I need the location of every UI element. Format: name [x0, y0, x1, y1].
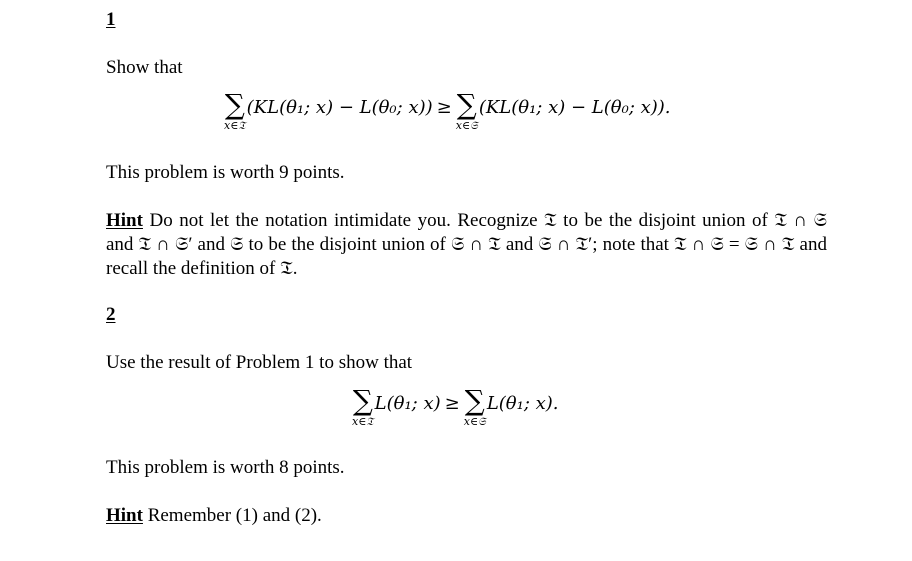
sum-2-expression: L(θ₁; x). [486, 393, 559, 414]
problem-2-hint [106, 505, 322, 527]
problem-1-points: This problem is worth 9 points. [106, 162, 345, 183]
sum-2-subscript: x∈𝔖 [463, 415, 486, 428]
sum-2-subscript: x∈𝔖 [455, 119, 478, 132]
problem-1-equation [224, 88, 671, 132]
problem-2-intro: Use the result of Problem 1 to show that [106, 352, 413, 373]
sigma-symbol: ∑ [352, 384, 373, 417]
sum-1 [224, 88, 246, 132]
sigma-symbol: ∑ [464, 384, 485, 417]
hint-label: Hint [106, 210, 143, 231]
problem-2-number: 2 [106, 304, 116, 325]
problem-2-points: This problem is worth 8 points. [106, 457, 345, 478]
sum-1 [352, 384, 374, 428]
problem-2-equation [352, 384, 559, 428]
sigma-symbol: ∑ [224, 88, 245, 121]
hint-label: Hint [106, 505, 143, 526]
relation-symbol: ≥ [444, 393, 460, 414]
hint-text: Remember (1) and (2). [147, 505, 322, 526]
sum-1-expression: (KL(θ₁; x) − L(θ₀; x)) [246, 97, 433, 118]
problem-1-intro: Show that [106, 57, 183, 78]
relation-symbol: ≥ [436, 97, 452, 118]
problem-1-hint [106, 209, 827, 281]
hint-text: Do not let the notation intimidate you. Recognize 𝔗 to be the disjoint union of 𝔗 ∩ 𝔖 and 𝔗 ∩ 𝔖′ and 𝔖 to be the disjoint union of 𝔖 ∩ 𝔗 and 𝔖 ∩ 𝔗′; note that 𝔗 ∩ 𝔖 = 𝔖 ∩ 𝔗 and recall the definition of 𝔗. [106, 210, 828, 279]
sigma-symbol: ∑ [456, 88, 477, 121]
sum-1-subscript: x∈𝔗 [224, 119, 246, 132]
sum-1-expression: L(θ₁; x) [374, 393, 441, 414]
sum-2 [455, 88, 478, 132]
sum-2 [463, 384, 486, 428]
sum-1-subscript: x∈𝔗 [352, 415, 374, 428]
sum-2-expression: (KL(θ₁; x) − L(θ₀; x)). [478, 97, 671, 118]
problem-1-number: 1 [106, 9, 116, 30]
